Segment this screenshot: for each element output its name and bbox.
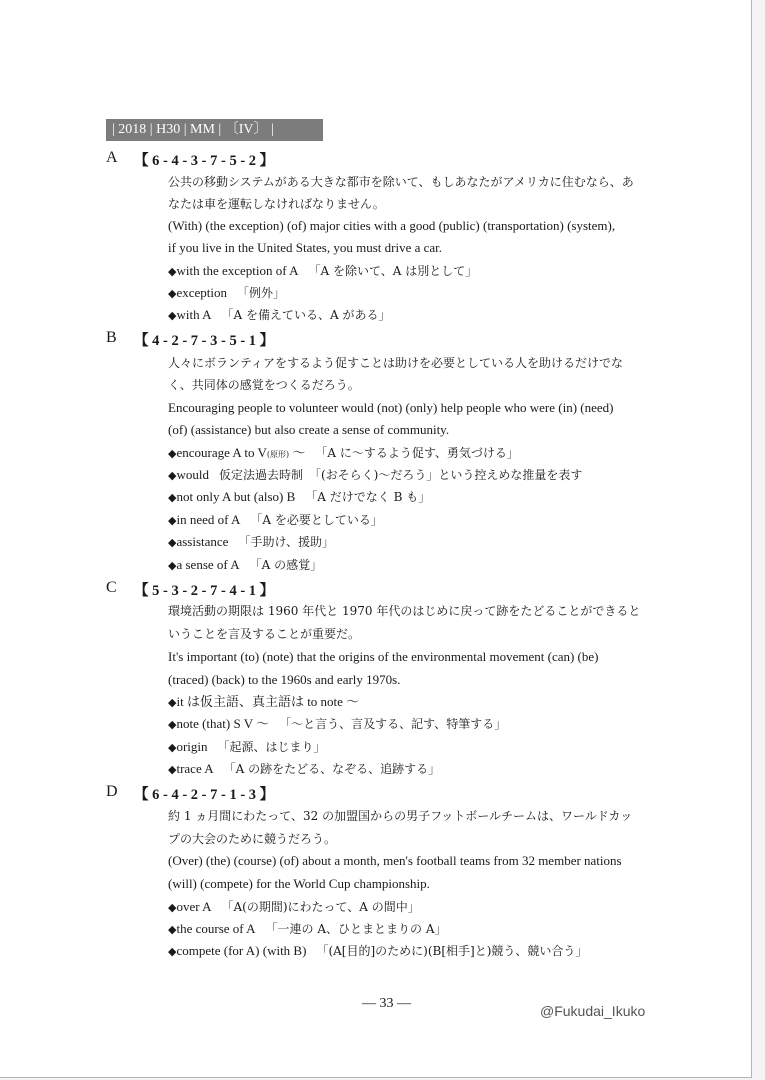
vocab-note: ◆would 仮定法過去時制 「(おそらく)～だろう」という控えめな推量を表す bbox=[168, 467, 583, 482]
jp-translation-a-1: 公共の移動システムがある大きな都市を除いて、もしあなたがアメリカに住むなら、あ bbox=[168, 175, 634, 189]
diamond-bullet-icon: ◆ bbox=[168, 287, 177, 300]
vocab-note: ◆over A 「A(の期間)にわたって、A の間中」 bbox=[168, 899, 420, 914]
vocab-note: ◆encourage A to V(原形) ～ 「A に～するよう促す、勇気づける」 bbox=[168, 445, 519, 460]
answer-key-c: 【 5 - 3 - 2 - 7 - 4 - 1 】 bbox=[134, 583, 275, 599]
diamond-bullet-icon: ◆ bbox=[168, 536, 177, 549]
vocab-note: ◆origin 「起源、はじまり」 bbox=[168, 739, 326, 754]
section-letter-d: D bbox=[106, 783, 118, 800]
en-sentence-c-1: It's important (to) (note) that the origins of the environmental movement (can) (be) bbox=[168, 649, 599, 664]
vocab-note: ◆compete (for A) (with B) 「(A[目的]のために)(B[相手]と)競う、競い合う」 bbox=[168, 943, 588, 958]
jp-translation-a-2: なたは車を運転しなければなりません。 bbox=[168, 197, 385, 211]
jp-translation-c-2: いうことを言及することが重要だ。 bbox=[168, 627, 361, 641]
vocab-note: ◆trace A 「A の跡をたどる、なぞる、追跡する」 bbox=[168, 761, 441, 776]
vocab-note: ◆note (that) S V ～ 「～と言う、言及する、記す、特筆する」 bbox=[168, 716, 507, 731]
en-sentence-c-2: (traced) (back) to the 1960s and early 1970s. bbox=[168, 672, 401, 687]
en-sentence-b-1: Encouraging people to volunteer would (not) (only) help people who were (in) (need) bbox=[168, 400, 614, 415]
jp-translation-b-2: く、共同体の感覚をつくるだろう。 bbox=[168, 378, 360, 392]
exam-header-bar: | 2018 | H30 | MM | 〔IV〕 | bbox=[106, 119, 323, 141]
diamond-bullet-icon: ◆ bbox=[168, 469, 177, 482]
en-sentence-b-2: (of) (assistance) but also create a sense of community. bbox=[168, 422, 450, 437]
vocab-note: ◆with A 「A を備えている、A がある」 bbox=[168, 307, 391, 322]
vocab-note: ◆the course of A 「一連の A、ひとまとまりの A」 bbox=[168, 921, 447, 936]
jp-translation-c-1: 環境活動の期限は 1960 年代と 1970 年代のはじめに戻って跡をたどることができると bbox=[168, 604, 641, 618]
answer-key-d: 【 6 - 4 - 2 - 7 - 1 - 3 】 bbox=[134, 787, 275, 803]
diamond-bullet-icon: ◆ bbox=[168, 901, 177, 914]
diamond-bullet-icon: ◆ bbox=[168, 491, 177, 504]
diamond-bullet-icon: ◆ bbox=[168, 265, 177, 278]
en-sentence-a-1: (With) (the exception) (of) major cities with a good (public) (transportation) (system), bbox=[168, 218, 616, 233]
vocab-note: ◆it は仮主語、真主語は to note ～ bbox=[168, 694, 360, 709]
jp-translation-b-1: 人々にボランティアをするよう促すことは助けを必要としている人を助けるだけでな bbox=[168, 356, 624, 370]
diamond-bullet-icon: ◆ bbox=[168, 718, 177, 731]
vocab-note: ◆a sense of A 「A の感覚」 bbox=[168, 557, 323, 572]
en-sentence-d-1: (Over) (the) (course) (of) about a month, men's football teams from 32 member nations bbox=[168, 853, 622, 868]
jp-translation-d-2: プの大会のために競うだろう。 bbox=[168, 832, 337, 846]
diamond-bullet-icon: ◆ bbox=[168, 696, 177, 709]
diamond-bullet-icon: ◆ bbox=[168, 559, 177, 572]
vocab-note: ◆exception 「例外」 bbox=[168, 285, 286, 300]
vocab-note: ◆not only A but (also) B 「A だけでなく B も」 bbox=[168, 489, 431, 504]
diamond-bullet-icon: ◆ bbox=[168, 514, 177, 527]
section-letter-a: A bbox=[106, 149, 118, 166]
en-sentence-a-2: if you live in the United States, you must drive a car. bbox=[168, 240, 443, 255]
section-letter-c: C bbox=[106, 579, 117, 596]
diamond-bullet-icon: ◆ bbox=[168, 945, 177, 958]
author-watermark: @Fukudai_Ikuko bbox=[540, 1003, 646, 1019]
vocab-note: ◆in need of A 「A を必要としている」 bbox=[168, 512, 383, 527]
diamond-bullet-icon: ◆ bbox=[168, 923, 177, 936]
page-number: — 33 — bbox=[362, 996, 411, 1011]
section-letter-b: B bbox=[106, 329, 117, 346]
en-sentence-d-2: (will) (compete) for the World Cup championship. bbox=[168, 876, 430, 891]
diamond-bullet-icon: ◆ bbox=[168, 763, 177, 776]
answer-key-b: 【 4 - 2 - 7 - 3 - 5 - 1 】 bbox=[134, 333, 275, 349]
jp-translation-d-1: 約 1 ヵ月間にわたって、32 の加盟国からの男子フットボールチームは、ワールドカッ bbox=[168, 809, 633, 823]
diamond-bullet-icon: ◆ bbox=[168, 309, 177, 322]
diamond-bullet-icon: ◆ bbox=[168, 447, 177, 460]
vocab-note: ◆with the exception of A 「A を除いて、A は別として」 bbox=[168, 263, 478, 278]
vocab-note: ◆assistance 「手助け、援助」 bbox=[168, 534, 334, 549]
answer-key-a: 【 6 - 4 - 3 - 7 - 5 - 2 】 bbox=[134, 153, 275, 169]
diamond-bullet-icon: ◆ bbox=[168, 741, 177, 754]
